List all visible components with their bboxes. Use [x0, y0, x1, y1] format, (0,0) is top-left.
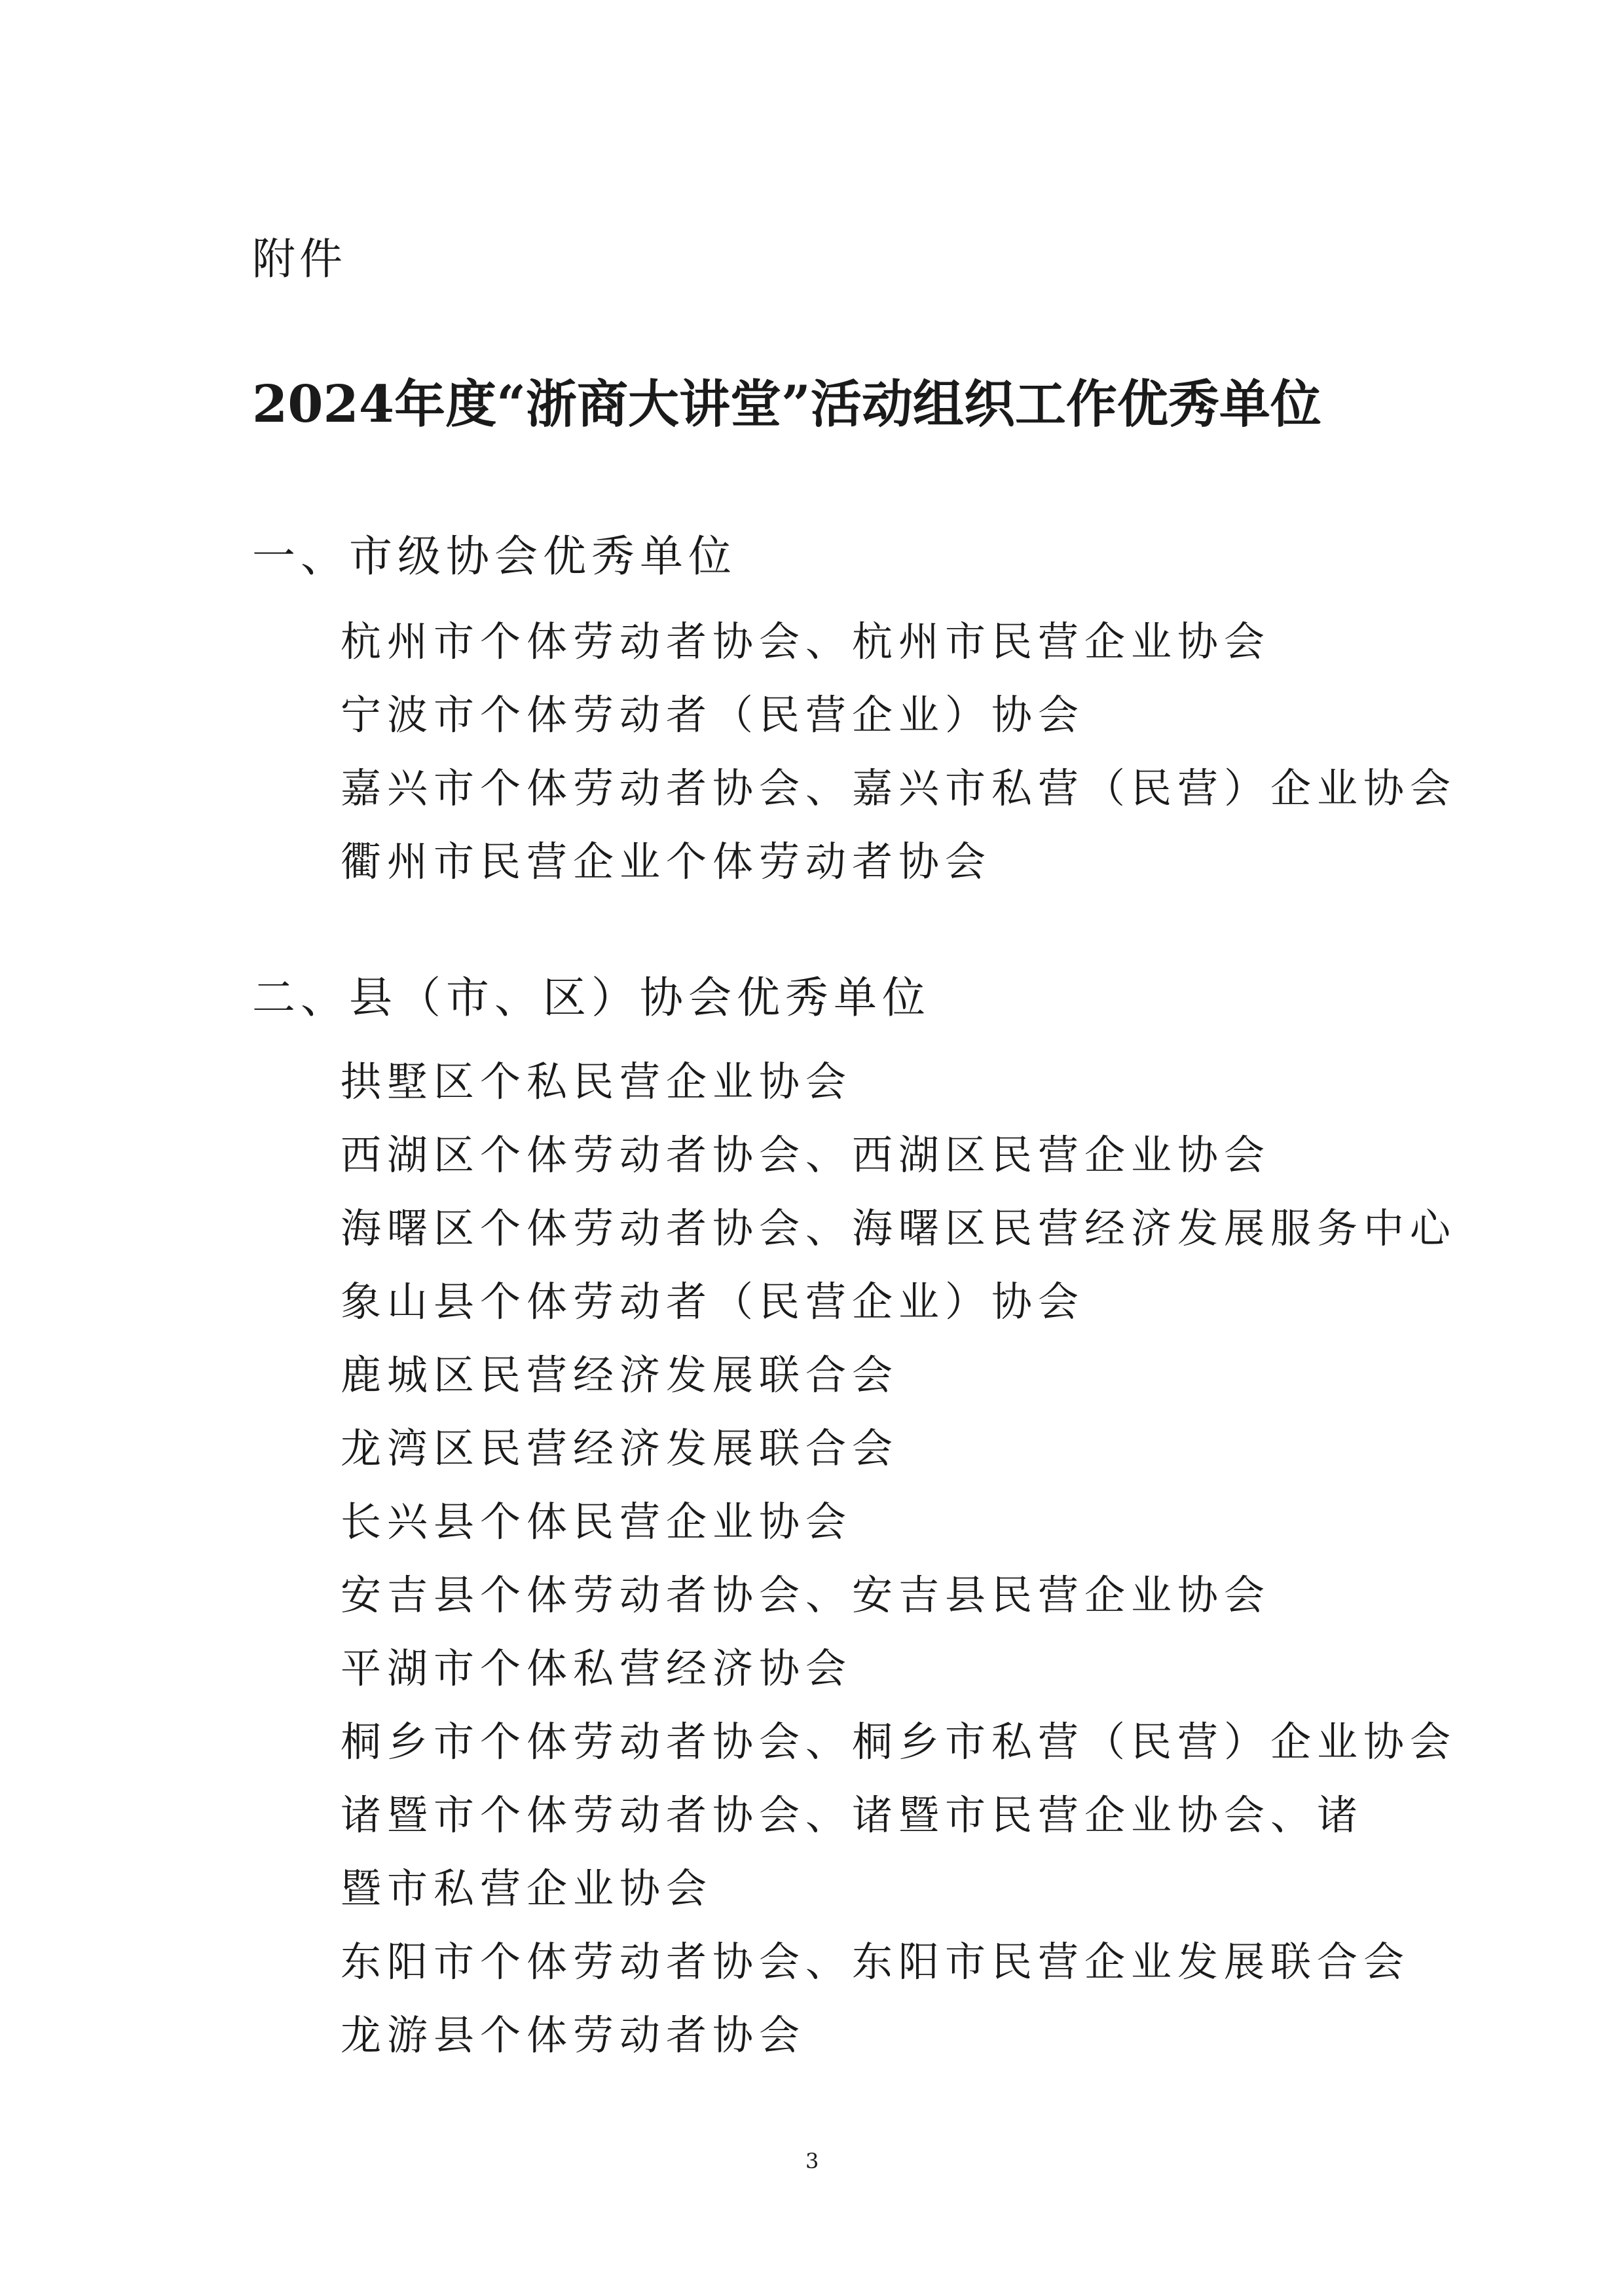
- list-item: 拱墅区个私民营企业协会: [341, 1058, 853, 1105]
- document-title: 2024年度“浙商大讲堂”活动组织工作优秀单位: [252, 375, 1321, 434]
- list-item: 龙湾区民营经济发展联合会: [341, 1424, 899, 1472]
- list-item: 象山县个体劳动者（民营企业）协会: [341, 1278, 1085, 1325]
- section-heading-county: 二、县（市、区）协会优秀单位: [252, 972, 931, 1023]
- list-item: 龙游县个体劳动者协会: [341, 2011, 806, 2059]
- list-item: 海曙区个体劳动者协会、海曙区民营经济发展服务中心: [341, 1204, 1457, 1252]
- list-item: 长兴县个体民营企业协会: [341, 1498, 853, 1546]
- list-item: 西湖区个体劳动者协会、西湖区民营企业协会: [341, 1131, 1271, 1179]
- list-item: 诸暨市个体劳动者协会、诸暨市民营企业协会、诸暨市私营企业协会: [341, 1791, 1364, 1912]
- list-item: 衢州市民营企业个体劳动者协会: [341, 838, 992, 885]
- city-association-list: [341, 605, 1456, 898]
- section-heading-city: 一、市级协会优秀单位: [252, 531, 737, 582]
- county-association-list: [341, 1045, 1456, 2072]
- list-item: 杭州市个体劳动者协会、杭州市民营企业协会: [341, 618, 1271, 665]
- list-item: 平湖市个体私营经济协会: [341, 1644, 853, 1692]
- list-item: 鹿城区民营经济发展联合会: [341, 1351, 899, 1399]
- list-item: 嘉兴市个体劳动者协会、嘉兴市私营（民营）企业协会: [341, 764, 1457, 812]
- page-number: 3: [805, 2149, 819, 2174]
- list-item: 东阳市个体劳动者协会、东阳市民营企业发展联合会: [341, 1938, 1411, 1986]
- attachment-label: 附件: [252, 234, 346, 284]
- list-item: 桐乡市个体劳动者协会、桐乡市私营（民营）企业协会: [341, 1718, 1457, 1766]
- list-item: 宁波市个体劳动者（民营企业）协会: [341, 691, 1085, 739]
- list-item: 安吉县个体劳动者协会、安吉县民营企业协会: [341, 1571, 1271, 1619]
